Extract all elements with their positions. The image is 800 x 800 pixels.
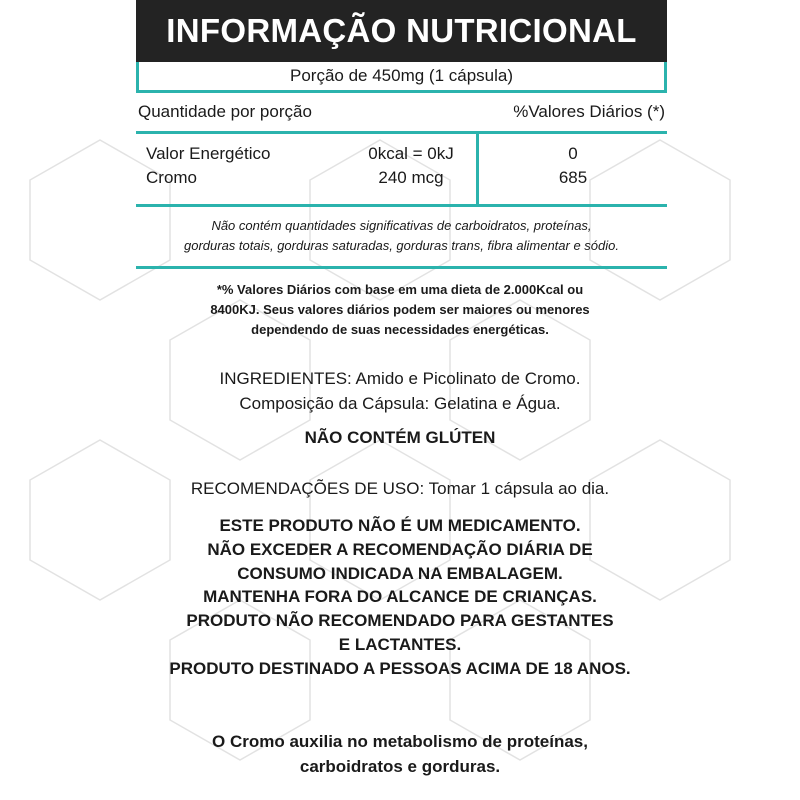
portion-size: Porção de 450mg (1 cápsula) xyxy=(136,62,667,93)
nutrient-dv: 0 xyxy=(568,144,578,163)
warning-line: PRODUTO DESTINADO A PESSOAS ACIMA DE 18 ANOS. xyxy=(169,658,631,678)
warning-line: CONSUMO INDICADA NA EMBALAGEM. xyxy=(237,563,563,583)
warnings-section xyxy=(80,514,720,681)
claim-line: carboidratos e gorduras. xyxy=(299,757,501,776)
ingredients-line: INGREDIENTES: Amido e Picolinato de Cromo. xyxy=(219,369,581,388)
nutrient-row xyxy=(146,142,476,166)
warning-line: E LACTANTES. xyxy=(338,634,462,654)
column-headers xyxy=(136,93,667,134)
nutrient-amount: 240 mcg xyxy=(378,168,444,187)
claim-line: O Cromo auxilia no metabolismo de proteínas, xyxy=(212,732,588,751)
not-significant-note xyxy=(136,207,667,269)
nutrient-amount: 0kcal = 0kJ xyxy=(368,144,454,163)
nutrients-amounts xyxy=(136,134,479,204)
not-significant-line: gorduras totais, gorduras saturadas, gorduras trans, fibra alimentar e sódio. xyxy=(183,238,619,253)
usage-recommendation: RECOMENDAÇÕES DE USO: Tomar 1 cápsula ao dia. xyxy=(190,479,610,498)
quantity-header: Quantidade por porção xyxy=(138,102,312,121)
nutrient-row xyxy=(146,166,476,190)
warning-line: MANTENHA FORA DO ALCANCE DE CRIANÇAS. xyxy=(203,587,597,607)
daily-value-header: %Valores Diários (*) xyxy=(513,102,665,121)
nutrient-name: Valor Energético xyxy=(146,144,271,163)
health-claim xyxy=(100,729,700,779)
footnote-line: dependendo de suas necessidades energéticas. xyxy=(251,322,549,337)
capsule-composition-line: Composição da Cápsula: Gelatina e Água. xyxy=(239,394,561,413)
warning-line: ESTE PRODUTO NÃO É UM MEDICAMENTO. xyxy=(219,516,581,535)
warning-line: NÃO EXCEDER A RECOMENDAÇÃO DIÁRIA DE xyxy=(207,539,593,559)
nutrition-title: INFORMAÇÃO NUTRICIONAL xyxy=(136,0,667,62)
gluten-notice: NÃO CONTÉM GLÚTEN xyxy=(304,428,496,447)
nutrient-name: Cromo xyxy=(146,168,198,187)
warning-line: PRODUTO NÃO RECOMENDADO PARA GESTANTES xyxy=(186,611,614,631)
nutrients-daily-values xyxy=(479,134,667,204)
nutrients-section xyxy=(136,134,667,207)
nutrition-facts-table xyxy=(136,0,667,269)
footnote-line: *% Valores Diários com base em uma dieta de 2.000Kcal ou xyxy=(216,282,584,297)
not-significant-line: Não contém quantidades significativas de carboidratos, proteínas, xyxy=(211,218,592,233)
footnote-line: 8400KJ. Seus valores diários podem ser maiores ou menores xyxy=(210,302,590,317)
ingredients-section xyxy=(100,366,700,416)
daily-values-footnote xyxy=(150,280,650,340)
nutrient-dv: 685 xyxy=(558,168,588,187)
